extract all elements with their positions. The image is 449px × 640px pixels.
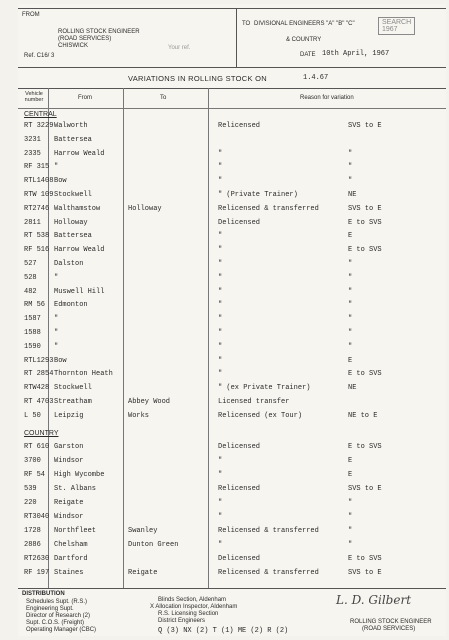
table-row [18, 369, 446, 379]
class-change-cell: " [348, 301, 353, 310]
from-line-1: ROLLING STOCK ENGINEER [58, 29, 140, 35]
document-sheet [18, 4, 446, 636]
vehicle-number-cell: RTL1408 [24, 177, 54, 186]
vehicle-number-cell: 2811 [24, 218, 41, 227]
from-cell: Dalston [54, 260, 84, 268]
table-row [18, 526, 446, 536]
from-cell: Battersea [54, 135, 92, 144]
table-row [18, 245, 446, 255]
dist-left-4: Supt. C.O.S. (Freight) [26, 620, 85, 626]
col-header-vehicle: Vehicle number [24, 91, 44, 103]
table-row [18, 484, 446, 494]
class-change-cell: " [348, 342, 353, 351]
class-change-cell: " [348, 541, 353, 549]
country-text: & COUNTRY [286, 37, 322, 43]
reason-cell: " [218, 163, 223, 172]
vehicle-number-cell: 1728 [24, 527, 41, 535]
vehicle-number-cell: 1587 [24, 315, 41, 324]
dist-right-1: Blinds Section, Aldenham [158, 597, 227, 603]
from-cell: Walworth [54, 122, 88, 130]
table-row [18, 512, 446, 522]
class-change-cell: E [348, 232, 353, 241]
vehicle-number-cell: RT 4703 [24, 398, 54, 406]
from-cell: High Wycombe [54, 471, 105, 479]
class-change-cell: " [348, 499, 353, 507]
vehicle-number-cell: RT2630 [24, 555, 50, 563]
from-cell: Reigate [54, 499, 84, 507]
from-cell: Harrow Weald [54, 149, 105, 158]
vehicle-number-cell: 2886 [24, 541, 41, 549]
table-row [18, 314, 446, 324]
reason-cell: " [218, 356, 223, 365]
reason-cell: " [218, 329, 223, 337]
table-row [18, 568, 446, 578]
class-change-cell: SVS to E [348, 569, 382, 577]
distribution-label: DISTRIBUTION [22, 591, 65, 597]
class-change-cell: NE [348, 384, 357, 393]
table-row [18, 498, 446, 508]
dist-left-5: Operating Manager (CBC) [26, 627, 97, 633]
vehicle-number-cell: 528 [24, 273, 37, 282]
sig-title-1: ROLLING STOCK ENGINEER [350, 619, 432, 625]
vehicle-number-cell: 3700 [24, 457, 41, 465]
to-cell: Reigate [128, 569, 158, 577]
class-change-cell: " [348, 163, 353, 172]
table-row [18, 190, 446, 200]
class-change-cell: " [348, 527, 353, 535]
reason-cell: " [218, 149, 223, 158]
reason-cell: Delicensed [218, 555, 261, 563]
reason-cell: " [218, 246, 223, 255]
vehicle-number-cell: RF 54 [24, 471, 46, 479]
from-cell: Holloway [54, 218, 88, 227]
header-divider [236, 9, 237, 67]
vehicle-number-cell: 527 [24, 260, 37, 268]
reason-cell: Relicensed [218, 122, 261, 130]
vehicle-number-cell: RM 56 [24, 301, 46, 310]
reason-cell: " [218, 287, 223, 296]
to-cell: Holloway [128, 204, 162, 213]
class-change-cell: E [348, 356, 353, 365]
table-row [18, 411, 446, 421]
received-stamp [378, 17, 415, 35]
from-cell: Dartford [54, 555, 88, 563]
table-row [18, 162, 446, 172]
vehicle-number-cell: 1588 [24, 329, 41, 337]
table-row [18, 356, 446, 366]
table-row [18, 259, 446, 269]
vehicle-number-cell: RF 315 [24, 163, 50, 172]
stamp-line-1: SEARCH [382, 19, 412, 26]
from-cell: Leipzig [54, 411, 84, 420]
from-cell: " [54, 329, 59, 337]
class-change-cell: " [348, 513, 353, 521]
from-cell: Bow [54, 356, 67, 365]
dist-left-3: Director of Research (2) [26, 613, 91, 619]
table-row [18, 287, 446, 297]
reason-cell: " [218, 541, 223, 549]
table-row [18, 231, 446, 241]
dist-right-4: District Engineers [158, 618, 206, 624]
class-change-cell: E to SVS [348, 370, 382, 379]
from-cell: Bow [54, 177, 67, 186]
vehicle-number-cell: RTW428 [24, 384, 50, 393]
from-cell: Edmonton [54, 301, 88, 310]
date-value: 10th April, 1967 [322, 50, 390, 58]
from-cell: " [54, 315, 59, 324]
reason-cell: " [218, 260, 223, 268]
table-row [18, 176, 446, 186]
reason-cell: Relicensed [218, 485, 261, 493]
class-change-cell: " [348, 329, 353, 337]
dist-left-2: Engineering Supt. [26, 606, 74, 612]
from-cell: Harrow Weald [54, 246, 105, 255]
class-change-cell: SVS to E [348, 485, 382, 493]
from-cell: Windsor [54, 457, 84, 465]
table-row [18, 442, 446, 452]
col-header-from: From [78, 95, 92, 101]
class-change-cell: SVS to E [348, 122, 382, 130]
reason-cell: " [218, 370, 223, 379]
reason-cell: " [218, 232, 223, 241]
reason-cell: Relicensed (ex Tour) [218, 411, 303, 420]
ref-number: Ref. C16/ 3 [24, 53, 55, 59]
table-row [18, 456, 446, 466]
from-line-3: CHISWICK [58, 43, 88, 49]
reason-cell: Relicensed & transferred [218, 204, 319, 213]
signature: L. D. Gilbert [336, 593, 412, 607]
col-header-to: To [160, 95, 167, 101]
from-cell: " [54, 163, 59, 172]
section-country: COUNTRY [24, 430, 59, 437]
reason-cell: " [218, 177, 223, 186]
from-cell: Northfleet [54, 527, 97, 535]
table-row [18, 149, 446, 159]
from-cell: Chelsham [54, 541, 88, 549]
reason-cell: " (Private Trainer) [218, 191, 298, 199]
table-row [18, 397, 446, 407]
class-change-cell: " [348, 177, 353, 186]
class-change-cell: " [348, 287, 353, 296]
reason-cell: " [218, 273, 223, 282]
class-change-cell: E to SVS [348, 443, 382, 451]
from-cell: Muswell Hill [54, 287, 105, 296]
from-cell: Garston [54, 443, 84, 451]
header-box [18, 8, 446, 68]
from-cell: Walthamstow [54, 204, 101, 213]
document-title-date: 1.4.67 [303, 74, 329, 82]
to-cell: Dunton Green [128, 541, 179, 549]
dist-right-2: X Allocation Inspector, Aldenham [150, 604, 238, 610]
from-label: FROM [22, 12, 40, 18]
class-change-cell: SVS to E [348, 204, 382, 213]
from-cell: Battersea [54, 232, 92, 241]
class-change-cell: NE [348, 191, 357, 199]
table-row [18, 540, 446, 550]
dist-left-1: Schedules Supt. (R.S.) [26, 599, 88, 605]
class-change-cell: NE to E [348, 411, 378, 420]
vehicle-number-cell: RT 2854 [24, 370, 54, 379]
vehicle-number-cell: RT 3229 [24, 122, 54, 130]
vehicle-number-cell: RTW 109 [24, 191, 54, 199]
document-title: VARIATIONS IN ROLLING STOCK ON [128, 74, 268, 83]
table-row [18, 121, 446, 131]
from-cell: Stockwell [54, 384, 92, 393]
class-change-cell: " [348, 260, 353, 268]
class-change-cell: " [348, 273, 353, 282]
vehicle-number-cell: L 50 [24, 411, 41, 420]
reason-cell: Delicensed [218, 443, 261, 451]
from-cell: Streatham [54, 398, 92, 406]
vehicle-number-cell: 220 [24, 499, 37, 507]
reason-cell: " [218, 471, 223, 479]
vehicle-number-cell: RF 197 [24, 569, 50, 577]
reason-cell: " [218, 457, 223, 465]
from-cell: Thornton Heath [54, 370, 113, 379]
table-row [18, 554, 446, 564]
vehicle-number-cell: 482 [24, 287, 37, 296]
vehicle-number-cell: RT 538 [24, 232, 50, 241]
header-row-line [18, 108, 446, 109]
to-cell: Abbey Wood [128, 398, 171, 406]
from-cell: " [54, 273, 59, 282]
class-change-cell: E to SVS [348, 555, 382, 563]
class-change-cell: E [348, 457, 353, 465]
table-row [18, 218, 446, 228]
from-cell: Staines [54, 569, 84, 577]
vehicle-number-cell: 539 [24, 485, 37, 493]
table-row [18, 342, 446, 352]
vehicle-number-cell: RTL1293 [24, 356, 54, 365]
dist-right-3: R.S. Licensing Section [158, 611, 219, 617]
distribution-codes: Q (3) NX (2) T (1) ME (2) R (2) [158, 627, 289, 635]
class-change-cell: E to SVS [348, 218, 382, 227]
reason-cell: " [218, 513, 223, 521]
class-change-cell: " [348, 315, 353, 324]
table-row [18, 273, 446, 283]
reason-cell: " [218, 499, 223, 507]
reason-cell: Licensed transfer [218, 398, 290, 406]
table-row [18, 383, 446, 393]
reason-cell: " (ex Private Trainer) [218, 384, 311, 393]
from-cell: St. Albans [54, 485, 97, 493]
reason-cell: " [218, 301, 223, 310]
table-row [18, 470, 446, 480]
vehicle-number-cell: RT 610 [24, 443, 50, 451]
section-central: CENTRAL [24, 111, 57, 118]
class-change-cell: E to SVS [348, 246, 382, 255]
stamp-line-2: 1967 [382, 26, 398, 33]
to-label: TO [242, 21, 251, 27]
table-row [18, 300, 446, 310]
reason-cell: " [218, 315, 223, 324]
from-cell: " [54, 342, 59, 351]
from-line-2: (ROAD SERVICES) [58, 36, 112, 42]
reason-cell: Relicensed & transferred [218, 527, 319, 535]
vehicle-number-cell: 3231 [24, 135, 41, 144]
reason-cell: Relicensed & transferred [218, 569, 319, 577]
vehicle-number-cell: 2335 [24, 149, 41, 158]
reason-cell: " [218, 342, 223, 351]
to-cell: Swanley [128, 527, 158, 535]
reason-cell: Delicensed [218, 218, 261, 227]
from-cell: Stockwell [54, 191, 92, 199]
to-cell: Works [128, 411, 150, 420]
sig-title-2: (ROAD SERVICES) [362, 626, 416, 632]
col-header-reason: Reason for variation [300, 95, 354, 101]
date-label: DATE [300, 52, 316, 58]
table-row [18, 328, 446, 338]
your-ref-label: Your ref. [168, 45, 191, 51]
class-change-cell: " [348, 149, 353, 158]
table-row [18, 204, 446, 214]
table-row [18, 135, 446, 145]
class-change-cell: E [348, 471, 353, 479]
vehicle-number-cell: 1590 [24, 342, 41, 351]
vehicle-number-cell: RF 516 [24, 246, 50, 255]
to-text: DIVISIONAL ENGINEERS "A" "B" "C" [254, 21, 355, 27]
vehicle-number-cell: RT3040 [24, 513, 50, 521]
vehicle-number-cell: RT2746 [24, 204, 50, 213]
distribution-footer [18, 588, 446, 637]
from-cell: Windsor [54, 513, 84, 521]
